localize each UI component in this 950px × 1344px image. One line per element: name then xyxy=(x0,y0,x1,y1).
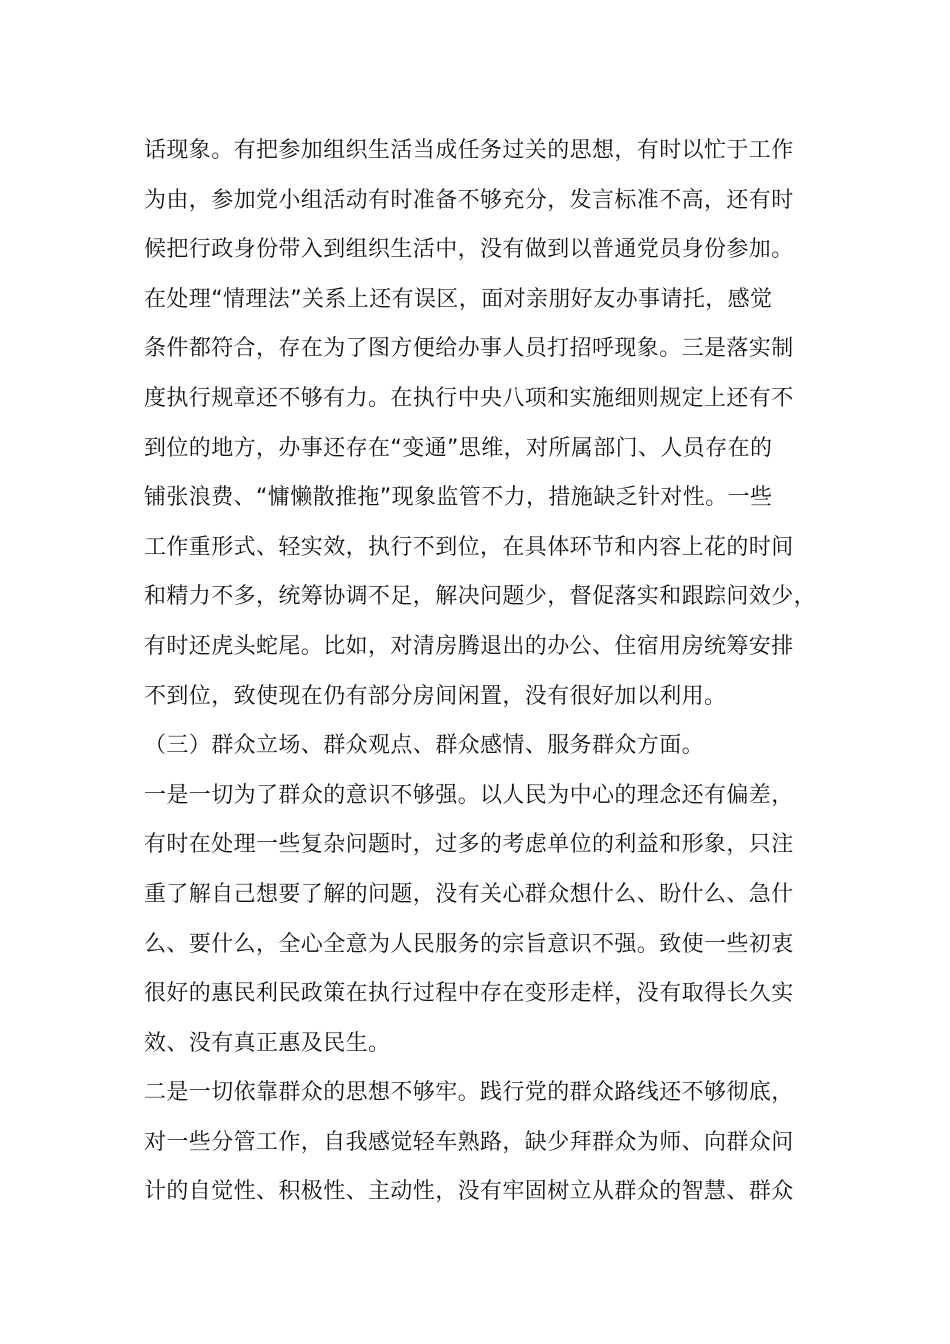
text-line: 重了解自己想要了解的问题，没有关心群众想什么、盼什么、急什 xyxy=(144,881,794,907)
text-line: 二是一切依靠群众的思想不够牢。践行党的群众路线还不够彻底， xyxy=(144,1080,794,1106)
text-line: 一是一切为了群众的意识不够强。以人民为中心的理念还有偏差， xyxy=(144,782,794,808)
text-line: 到位的地方，办事还存在“变通”思维，对所属部门、人员存在的 xyxy=(144,435,773,461)
text-line: 度执行规章还不够有力。在执行中央八项和实施细则规定上还有不 xyxy=(144,385,794,411)
text-line: 和精力不多，统筹协调不足，解决问题少，督促落实和跟踪问效少， xyxy=(144,584,817,610)
text-line: 候把行政身份带入到组织生活中，没有做到以普通党员身份参加。 xyxy=(144,237,794,263)
text-line: 为由，参加党小组活动有时准备不够充分，发言标准不高，还有时 xyxy=(144,187,794,213)
text-line: 么、要什么，全心全意为人民服务的宗旨意识不强。致使一些初衷 xyxy=(144,931,794,957)
body-text xyxy=(144,126,824,1217)
text-line: 话现象。有把参加组织生活当成任务过关的思想，有时以忙于工作 xyxy=(144,138,794,163)
text-line: 工作重形式、轻实效，执行不到位，在具体环节和内容上花的时间 xyxy=(144,534,794,560)
text-line: 有时还虎头蛇尾。比如，对清房腾退出的办公、住宿用房统筹安排 xyxy=(144,633,794,659)
text-line: 效、没有真正惠及民生。 xyxy=(144,1030,391,1056)
section-heading: （三）群众立场、群众观点、群众感情、服务群众方面。 xyxy=(144,733,705,759)
text-line: 计的自觉性、积极性、主动性，没有牢固树立从群众的智慧、群众 xyxy=(144,1179,794,1205)
text-line: 在处理“情理法”关系上还有误区，面对亲朋好友办事请托，感觉 xyxy=(144,286,773,312)
text-line: 条件都符合，存在为了图方便给办事人员打招呼现象。三是落实制 xyxy=(144,336,794,362)
text-line: 铺张浪费、“慵懒散推拖”现象监管不力，措施缺乏针对性。一些 xyxy=(144,485,773,511)
text-line: 有时在处理一些复杂问题时，过多的考虑单位的利益和形象，只注 xyxy=(144,832,794,858)
text-line: 对一些分管工作，自我感觉轻车熟路，缺少拜群众为师、向群众问 xyxy=(144,1129,794,1155)
text-line: 不到位，致使现在仍有部分房间闲置，没有很好加以利用。 xyxy=(144,683,727,709)
text-line: 很好的惠民利民政策在执行过程中存在变形走样，没有取得长久实 xyxy=(144,981,794,1007)
